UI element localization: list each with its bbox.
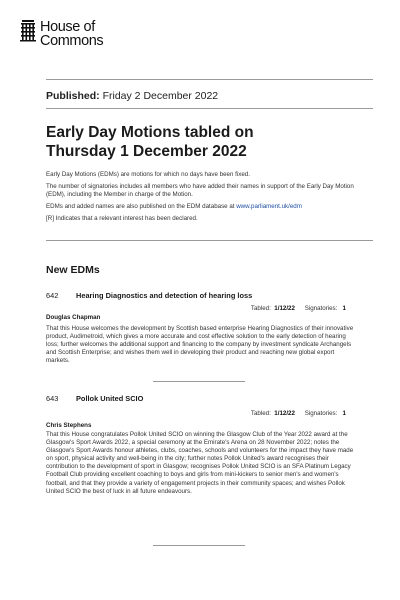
edm-meta xyxy=(46,404,356,429)
tabled-date: 1/12/22 xyxy=(274,305,295,312)
published-date: Friday 2 December 2022 xyxy=(102,90,219,102)
published-label: Published: xyxy=(46,90,100,102)
edm-separator xyxy=(153,545,245,546)
page-title-line-1: Early Day Motions tabled on xyxy=(46,124,254,141)
tabled-label: Tabled: xyxy=(250,305,271,312)
edm-tabled-info xyxy=(251,410,346,417)
edm-tabled-info xyxy=(251,305,346,312)
intro-paragraph-1: Early Day Motions (EDMs) are motions for which no days have been fixed. xyxy=(46,171,250,178)
edm-title: Hearing Diagnostics and detection of hearing loss xyxy=(76,291,253,300)
page-title-line-2: Thursday 1 December 2022 xyxy=(46,143,247,160)
intro-text xyxy=(46,171,356,227)
edm-motion-text: That this House congratulates Pollok United SCIO on winning the Glasgow Club of the Year 2022 award at the Glasgow's Sport Awards 2022, a special ceremony at the Emirate's Arena on 28 November 2022; notes the Glasgow's Sport Awards honour athletes, clubs, coaches, schools and volunteers for the impact they have made on sport, physical activity and well-being in the city; further notes Pollok United's award recognises their contribution to the development of sport in Glasgow; recognises Pollok United SCIO is an SFA Platinum Legacy Football Club providing excellent coaching to boys and girls from mini-kickers to senior men's and women's football, and that they provide a variety of engagement projects in their community spaces; and wishes Pollok United SCIO the best of luck in all future endeavours. xyxy=(46,431,354,495)
edm-sponsor: Douglas Chapman xyxy=(46,314,101,321)
signatories-count: 1 xyxy=(342,305,346,312)
tabled-label: Tabled: xyxy=(250,410,271,417)
edm-motion-text: That this House welcomes the development by Scottish based enterprise Hearing Diagnostics of their innovative product, Audimetroid, which gives a more accurate and cost effective solution to the early detection of hearing loss; further welcomes the additional support and financing to the company by investment syndicate Archangels and Scottish Enterprise; and wishes them well in developing their product and reaching new global export markets. xyxy=(46,325,354,365)
signatories-label: Signatories: xyxy=(304,410,338,417)
tabled-date: 1/12/22 xyxy=(274,410,295,417)
signatories-label: Signatories: xyxy=(304,305,338,312)
intro-paragraph-3 xyxy=(46,203,356,211)
edm-database-link[interactable]: www.parliament.uk/edm xyxy=(236,203,302,211)
logo-line-2: Commons xyxy=(40,33,104,49)
page-title xyxy=(46,123,366,161)
edm-separator xyxy=(153,381,245,382)
edm-title: Pollok United SCIO xyxy=(76,394,144,403)
edm-item xyxy=(46,291,356,365)
intro-paragraph-2: The number of signatories includes all members who have added their names in support of the Early Day Motion (EDM), including the Member in charge of the Motion. xyxy=(46,183,354,199)
signatories-count: 1 xyxy=(342,410,346,417)
edm-item xyxy=(46,394,356,496)
intro-paragraph-3-text: EDMs and added names are also published on the EDM database at xyxy=(46,203,237,211)
edm-sponsor: Chris Stephens xyxy=(46,422,92,429)
logo-line-1: House of xyxy=(40,19,95,35)
published-rule xyxy=(46,108,373,109)
intro-paragraph-4: [R] Indicates that a relevant interest has been declared. xyxy=(46,215,198,223)
edm-heading xyxy=(46,291,356,301)
logo-wordmark xyxy=(40,20,103,48)
section-title-new-edms: New EDMs xyxy=(46,264,100,276)
edm-meta xyxy=(46,305,356,321)
edm-heading xyxy=(46,394,356,404)
edm-number: 642 xyxy=(46,291,59,300)
intro-rule xyxy=(46,240,373,241)
edm-number: 643 xyxy=(46,394,59,403)
house-of-commons-logo xyxy=(20,20,103,48)
published-line xyxy=(46,90,218,102)
portcullis-icon xyxy=(20,20,36,42)
top-rule xyxy=(46,79,373,80)
